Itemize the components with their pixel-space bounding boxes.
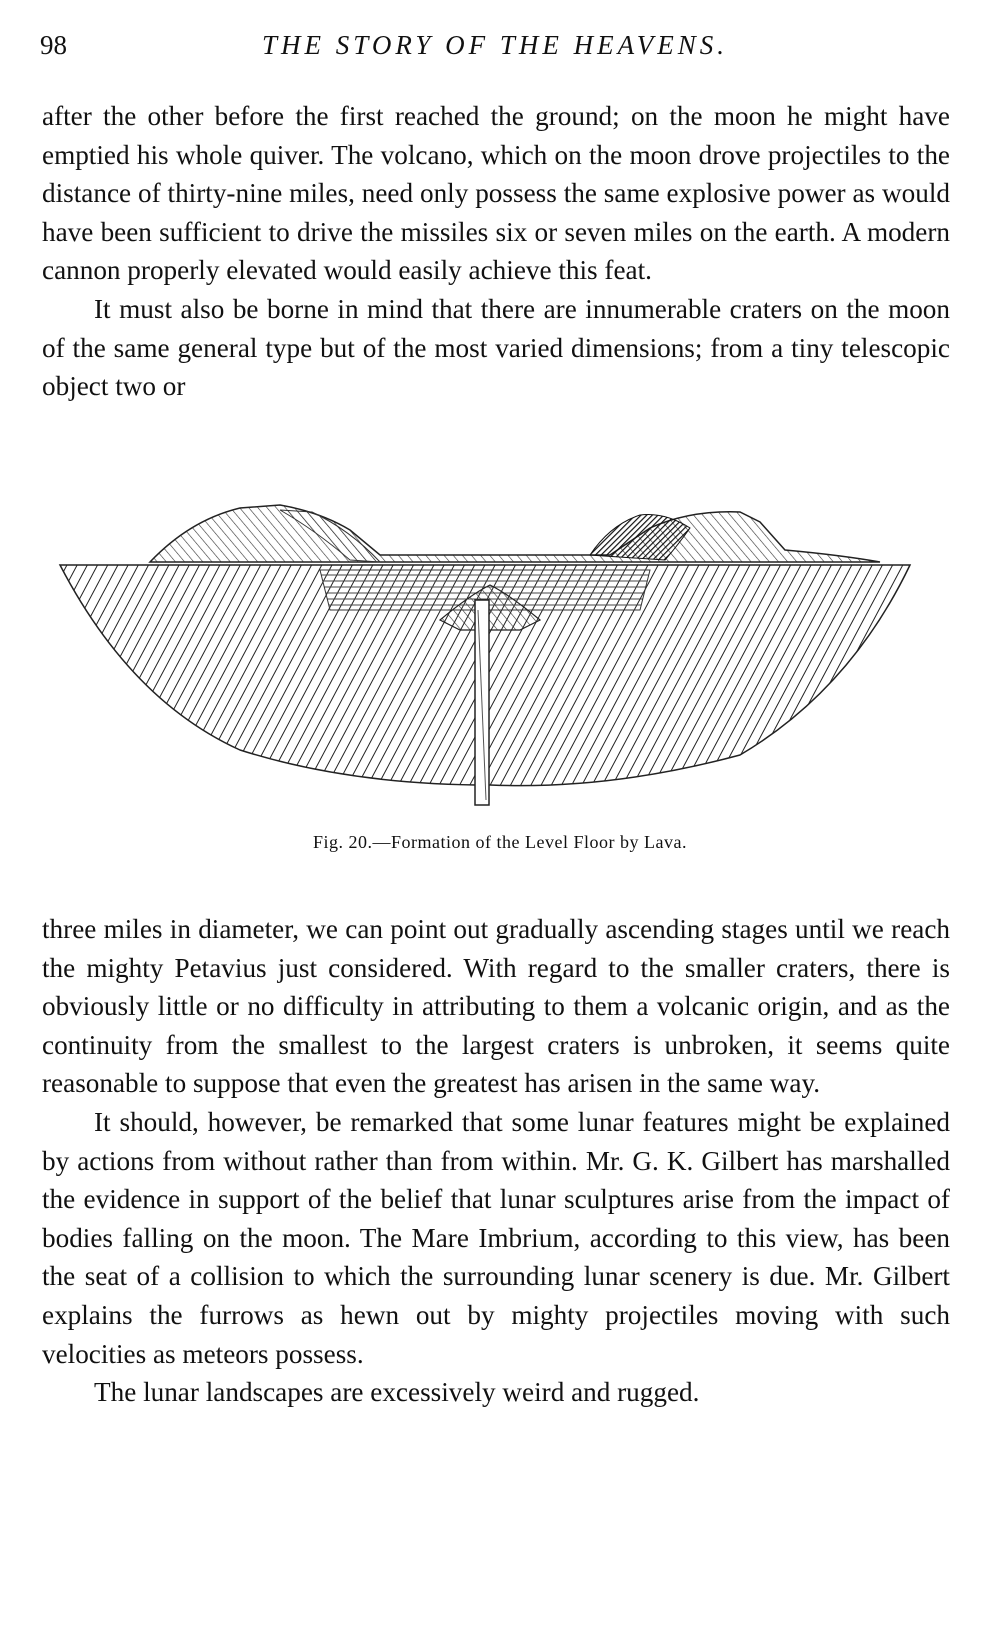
paragraph-continued: after the other before the first reached the ground; on the moon he might have emptied his whole quiver. The volcano, which on the moon drove projectiles to the distance of thirty-nine miles, need only possess the same explosive power as would have been sufficient to drive the missiles six or seven miles on the earth. A modern cannon properly elevated would easily achieve this feat.	[42, 101, 950, 286]
paragraph: It must also be borne in mind that there are innumerable craters on the moon of the same general type but of the most varied dimensions; from a tiny telescopic object two or	[42, 293, 950, 402]
page-number: 98	[40, 30, 67, 60]
figure-caption: Fig. 20.—Formation of the Level Floor by Lava.	[313, 832, 687, 852]
crater-cross-section-engraving	[50, 500, 950, 810]
figure-crater-illustration	[50, 500, 950, 810]
paragraph: It should, however, be remarked that some lunar features might be explained by actions from without rather than from within. Mr. G. K. Gilbert has marshalled the evidence in support of the belief that lunar sculptures arise from the impact of bodies falling on the moon. The Mare Imbrium, according to this view, has been the seat of a collision to which the surrounding lunar scenery is due. Mr. Gilbert explains the furrows as hewn out by mighty projectiles moving with such velocities as meteors possess.	[42, 1106, 950, 1369]
paragraph-continued: three miles in diameter, we can point out gradually ascending stages until we reach the mighty Petavius just considered. With regard to the smaller craters, there is obviously little or no difficulty in attributing to them a volcanic origin, and as the continuity from the smallest to the largest craters is unbroken, it seems quite reasonable to suppose that even the greatest has arisen in the same way.	[42, 914, 950, 1099]
text-block-bottom	[42, 910, 950, 1412]
text-block-top	[42, 97, 950, 406]
paragraph: The lunar landscapes are excessively weird and rugged.	[94, 1377, 700, 1408]
page-header	[40, 30, 950, 70]
running-title: THE STORY OF THE HEAVENS.	[262, 30, 728, 60]
